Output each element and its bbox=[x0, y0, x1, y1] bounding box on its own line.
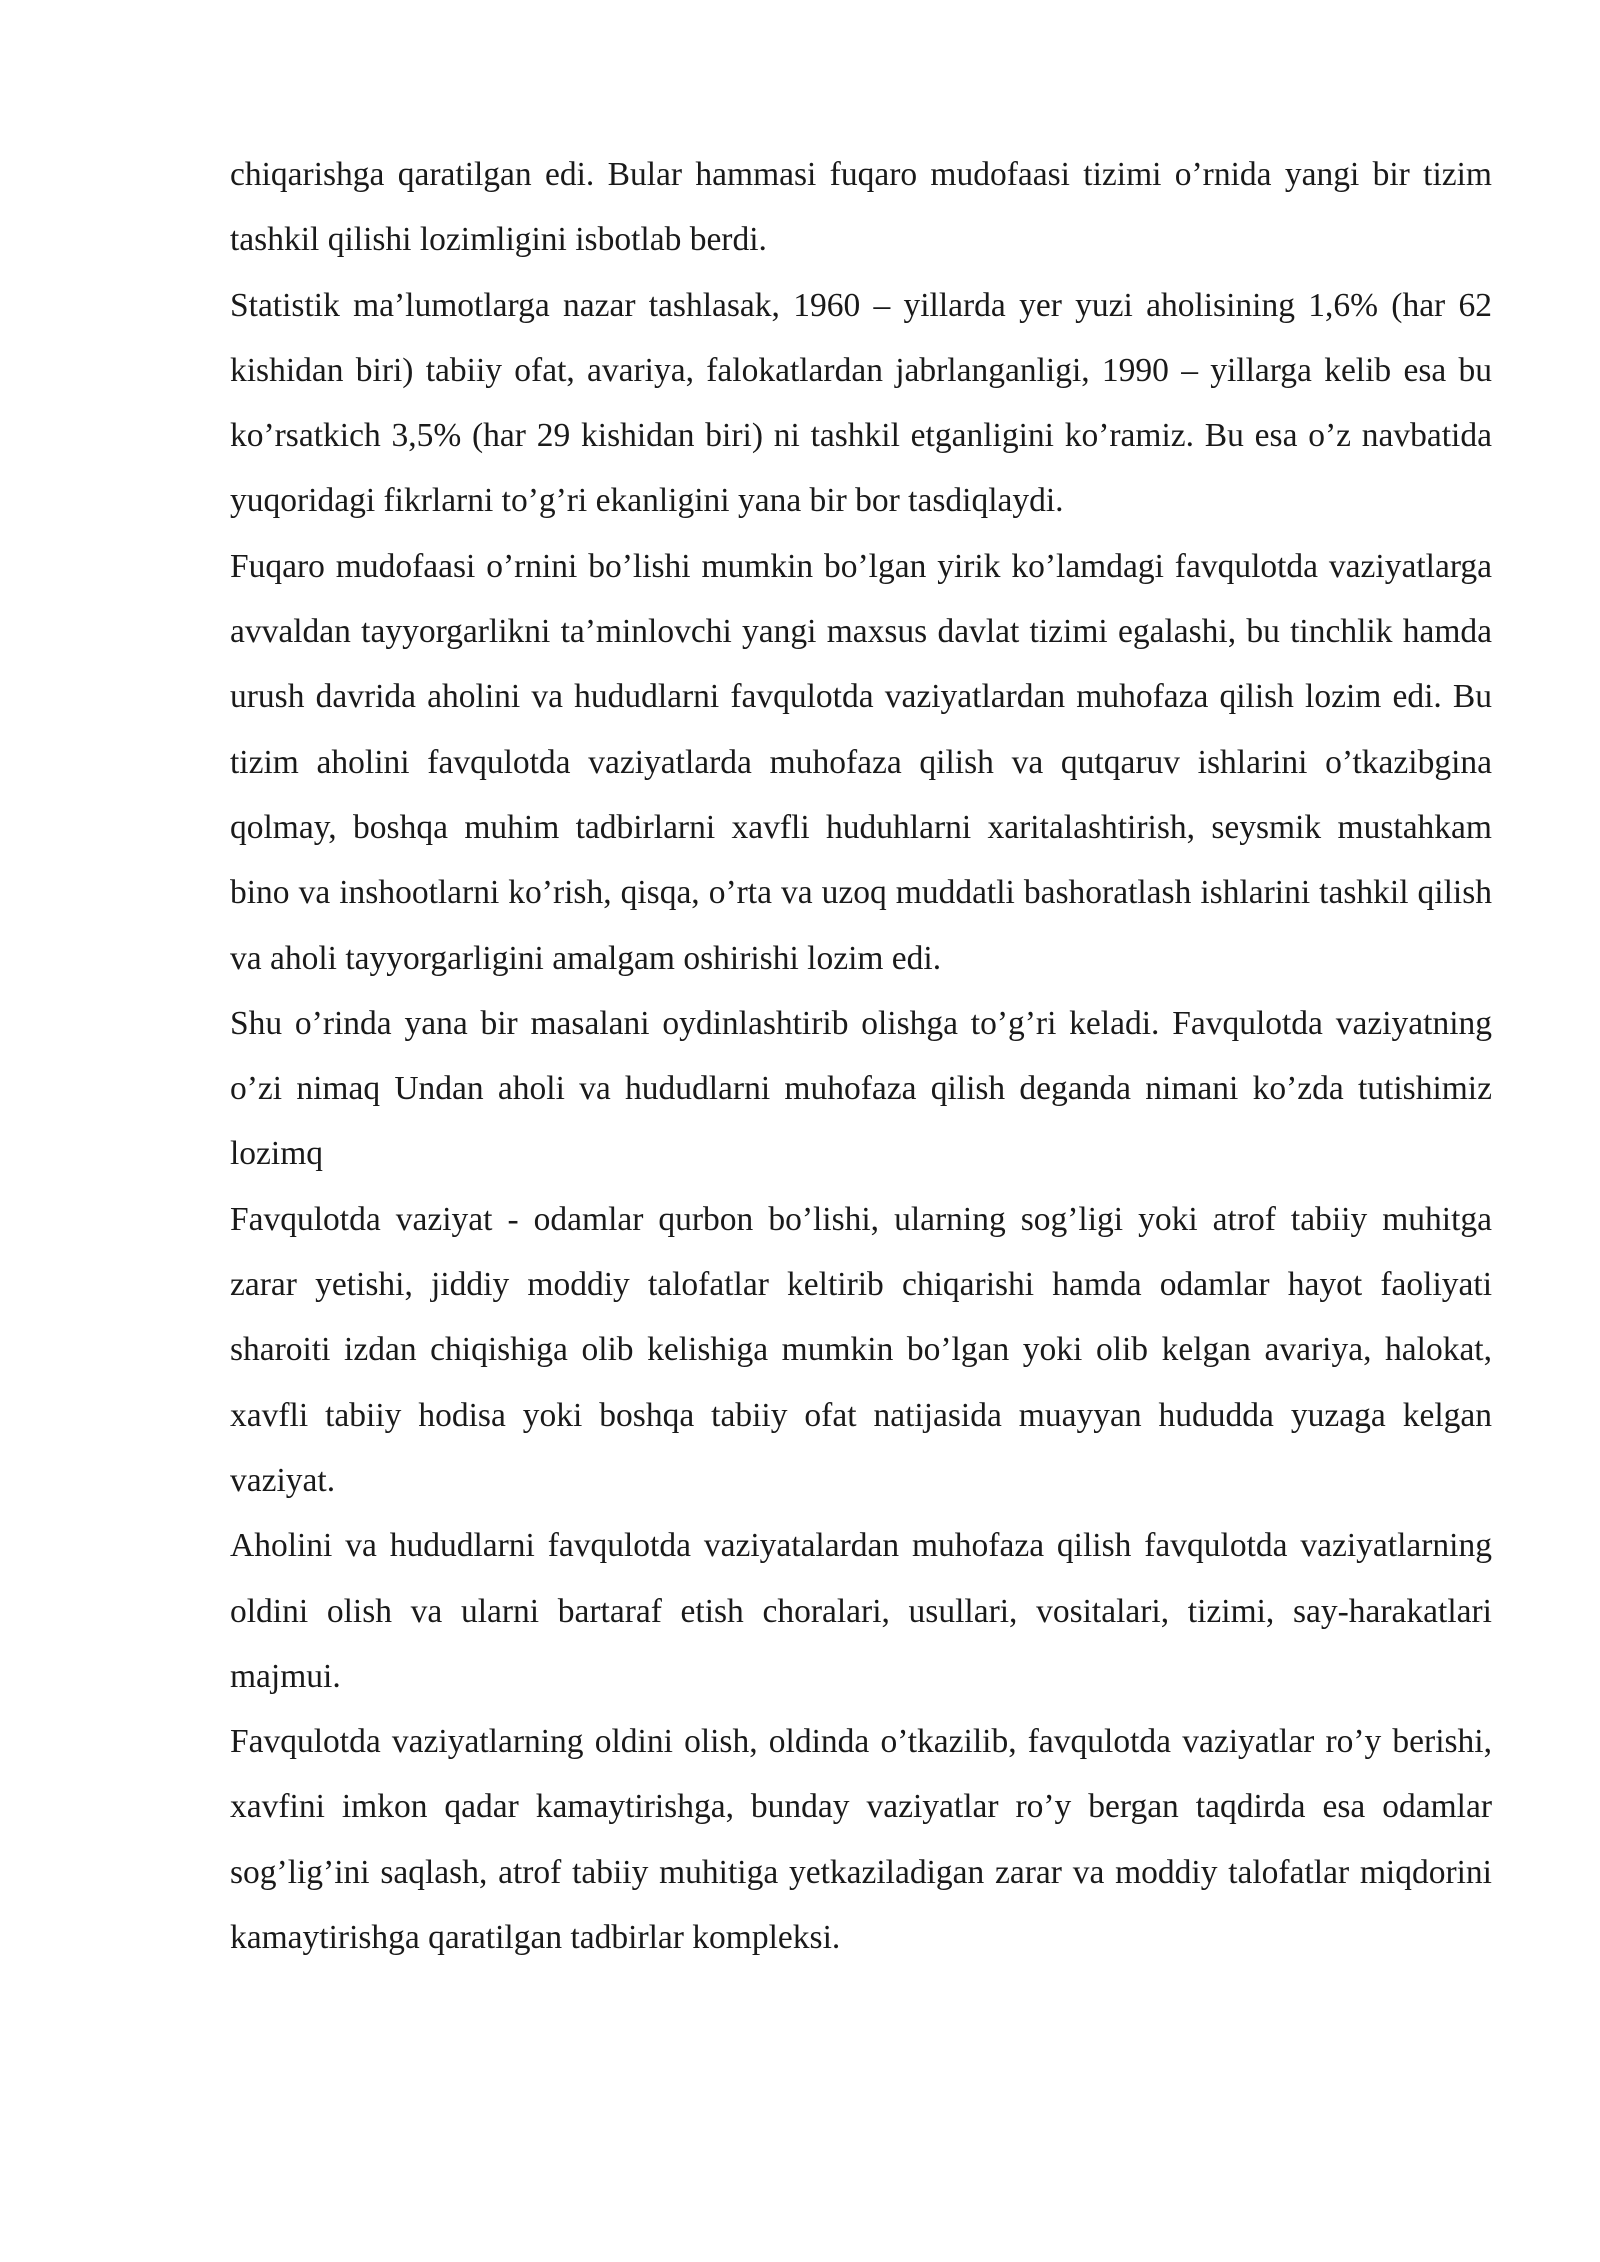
paragraph-statistics: Statistik ma’lumotlarga nazar tashlasak, 1960 – yillarda yer yuzi aholisining 1,6% (har 62 kishidan biri) tabiiy ofat, avariya, falokatlardan jabrlanganligi, 1990 – yillarga kelib esa bu ko’rsatkich 3,5% (har 29 kishidan biri) ni tashkil etganligini ko’ramiz. Bu esa o’z navbatida yuqoridagi fikrlarni to’g’ri ekanligini yana bir bor tasdiqlaydi. bbox=[230, 286, 1492, 520]
paragraph-definition-emergency: Favqulotda vaziyat - odamlar qurbon bo’lishi, ularning sog’ligi yoki atrof tabiiy muhitga zarar yetishi, jiddiy moddiy talofatlar keltirib chiqarishi hamda odamlar hayot faoliyati sharoiti izdan chiqishiga olib kelishiga mumkin bo’lgan yoki olib kelgan avariya, halokat, xavfli tabiiy hodisa yoki boshqa tabiiy ofat natijasida muayyan hududda yuzaga kelgan vaziyat. bbox=[230, 1200, 1492, 1499]
paragraph-continuation: chiqarishga qaratilgan edi. Bular hammasi fuqaro mudofaasi tizimi o’rnida yangi bir tizim tashkil qilishi lozimligini isbotlab berdi. bbox=[230, 156, 1492, 259]
document-page bbox=[230, 142, 1492, 1970]
paragraph-question: Shu o’rinda yana bir masalani oydinlashtirib olishga to’g’ri keladi. Favqulotda vaziyatning o’zi nimaq Undan aholi va hududlarni muhofaza qilish deganda nimani ko’zda tutishimiz lozimq bbox=[230, 1004, 1492, 1173]
paragraph-definition-protection: Aholini va hududlarni favqulotda vaziyatalardan muhofaza qilish favqulotda vaziyatlarning oldini olish va ularni bartaraf etish choralari, usullari, vositalari, tizimi, say-harakatlari majmui. bbox=[230, 1527, 1492, 1695]
paragraph-definition-prevention: Favqulotda vaziyatlarning oldini olish, oldinda o’tkazilib, favqulotda vaziyatlar ro’y berishi, xavfini imkon qadar kamaytirishga, bunday vaziyatlar ro’y bergan taqdirda esa odamlar sog’lig’ini saqlash, atrof tabiiy muhitiga yetkaziladigan zarar va moddiy talofatlar miqdorini kamaytirishga qaratilgan tadbirlar kompleksi. bbox=[230, 1723, 1492, 1957]
paragraph-new-system: Fuqaro mudofaasi o’rnini bo’lishi mumkin bo’lgan yirik ko’lamdagi favqulotda vaziyatlarga avvaldan tayyorgarlikni ta’minlovchi yangi maxsus davlat tizimi egalashi, bu tinchlik hamda urush davrida aholini va hududlarni favqulotda vaziyatlardan muhofaza qilish lozim edi. Bu tizim aholini favqulotda vaziyatlarda muhofaza qilish va qutqaruv ishlarini o’tkazibgina qolmay, boshqa muhim tadbirlarni xavfli huduhlarni xaritalashtirish, seysmik mustahkam bino va inshootlarni ko’rish, qisqa, o’rta va uzoq muddatli bashoratlash ishlarini tashkil qilish va aholi tayyorgarligini amalgam oshirishi lozim edi. bbox=[230, 547, 1492, 977]
